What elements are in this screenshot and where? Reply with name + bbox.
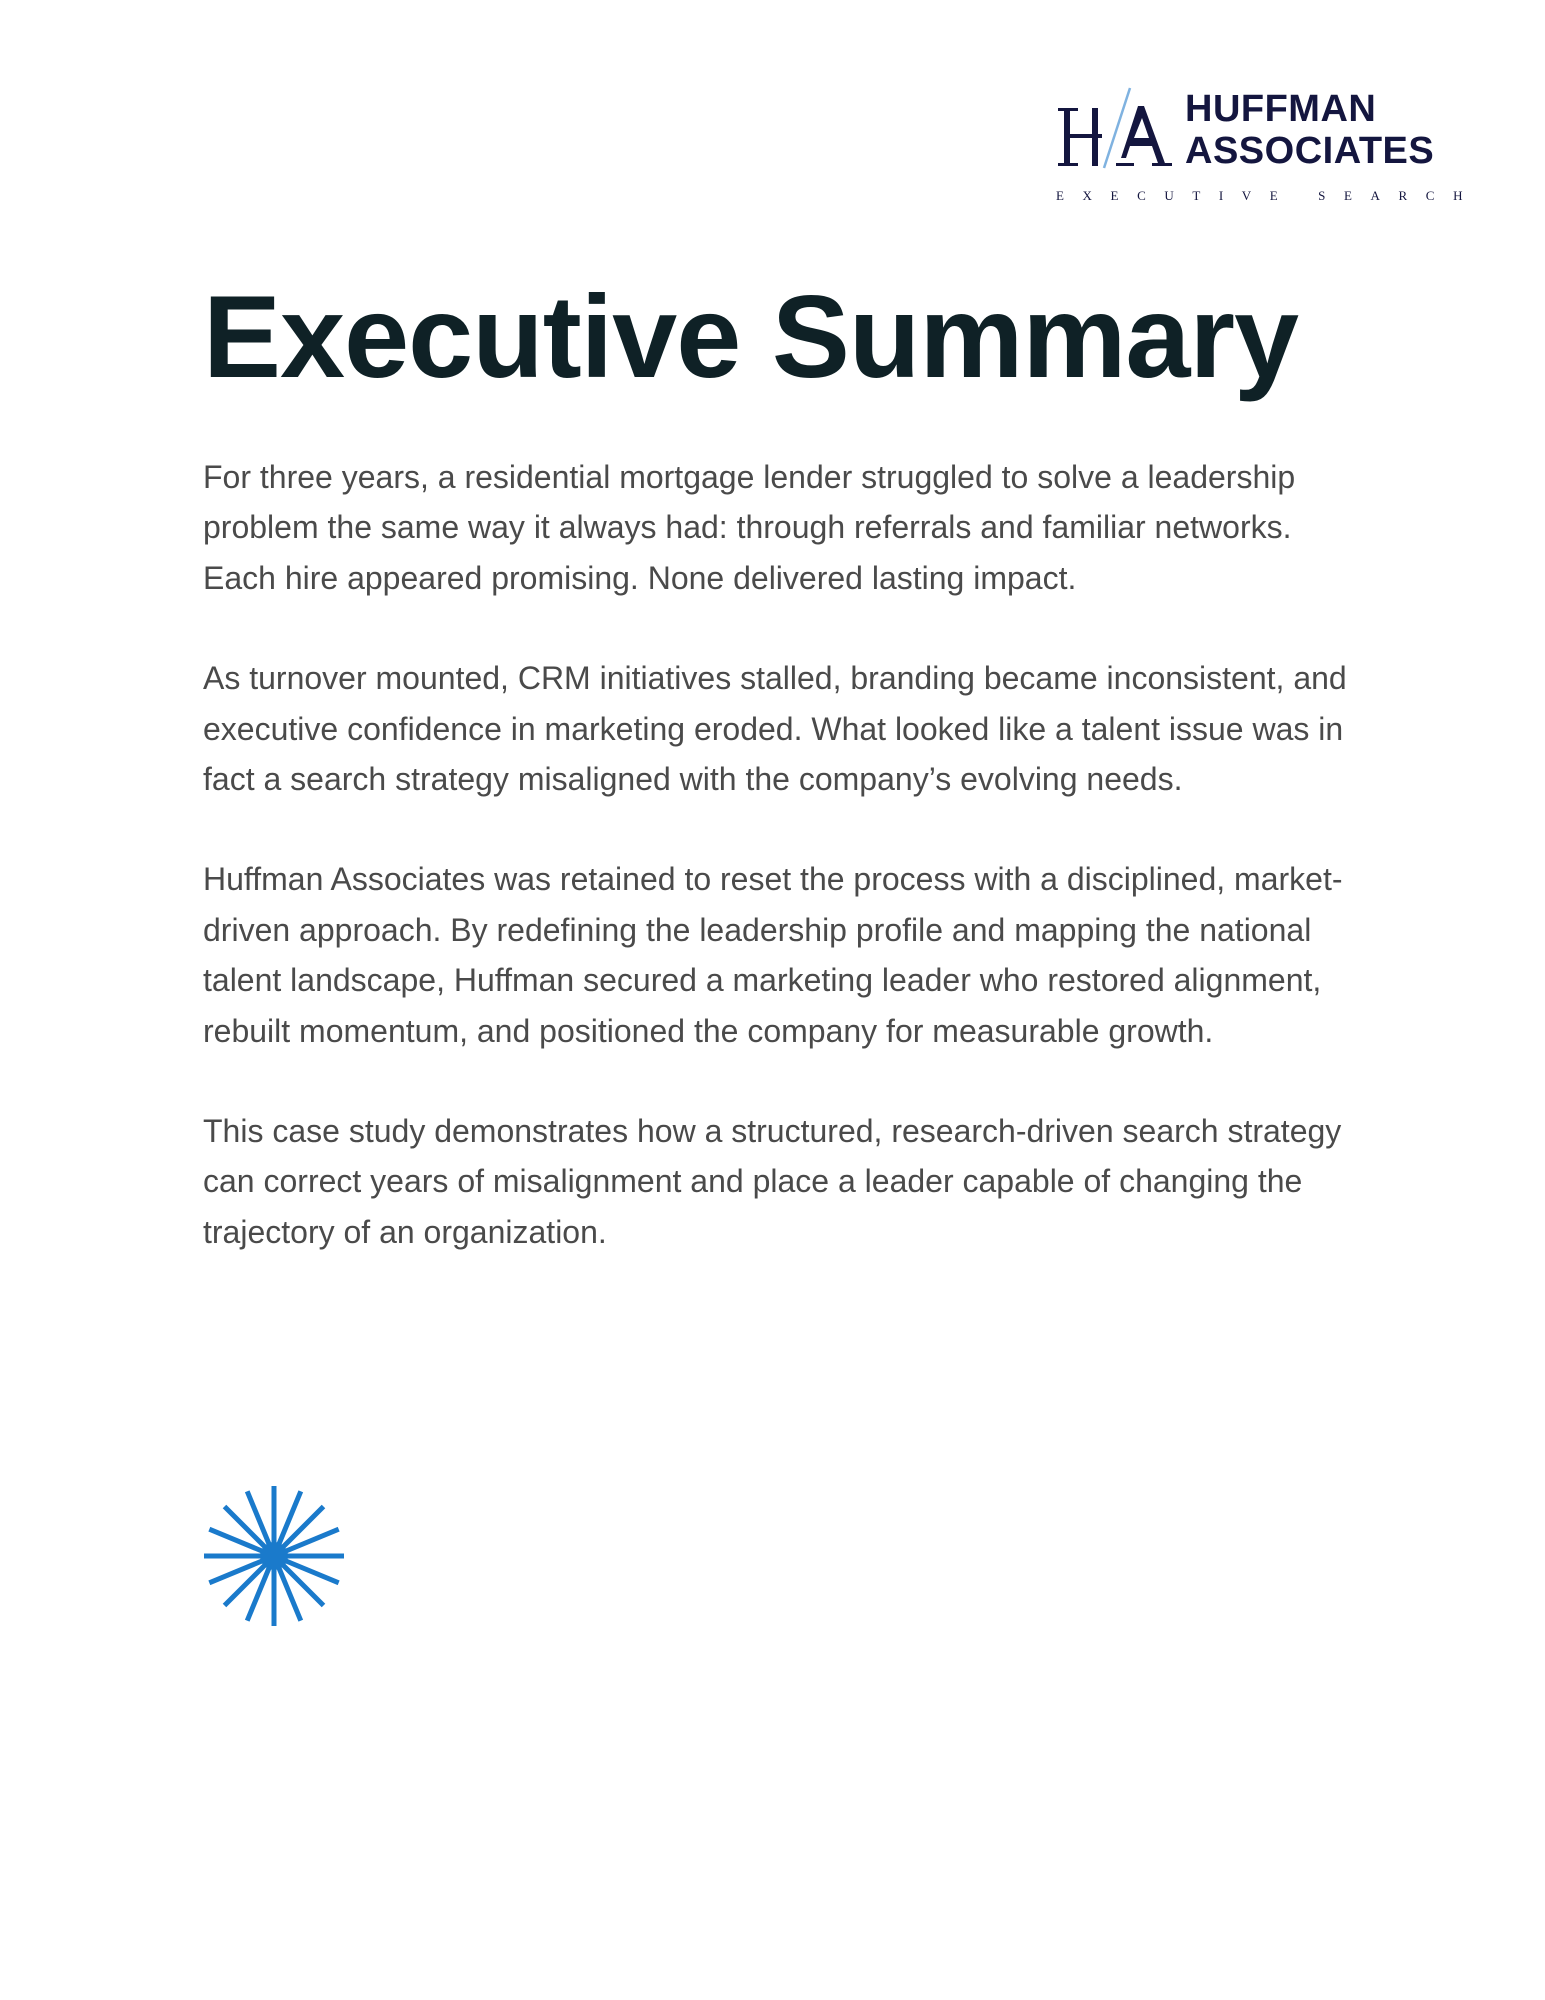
summary-paragraph-4: This case study demonstrates how a structured, research-driven search strategy can correct years of misalignment and place a leader capable of changing the trajectory of an organization.: [203, 1113, 1342, 1250]
company-name-line2: ASSOCIATES: [1185, 130, 1435, 172]
summary-paragraph-1: For three years, a residential mortgage lender struggled to solve a leadership problem the same way it always had: through referrals and familiar networks. Each hire appeared promising. None delivered lasting impact.: [203, 459, 1296, 596]
company-name-line1: HUFFMAN: [1185, 88, 1377, 130]
starburst-icon: [203, 1485, 345, 1627]
company-logo: [1050, 86, 1482, 216]
summary-paragraph-2: As turnover mounted, CRM initiatives stalled, branding became inconsistent, and executive confidence in marketing eroded. What looked like a talent issue was in fact a search strategy misaligned with the company’s evolving needs.: [203, 660, 1347, 798]
summary-body: [203, 452, 1363, 1307]
page-title: Executive Summary: [203, 271, 1299, 402]
starburst-center: [260, 1542, 288, 1570]
company-name: [1185, 88, 1434, 172]
company-tagline: EXECUTIVE SEARCH: [1056, 188, 1482, 203]
summary-paragraph-3: Huffman Associates was retained to reset the process with a disciplined, market-driven approach. By redefining the leadership profile and mapping the national talent landscape, Huffman secured a marketing leader who restored alignment, rebuilt momentum, and positioned the company for measurable growth.: [203, 861, 1343, 1049]
ha-monogram-icon: [1056, 86, 1176, 186]
